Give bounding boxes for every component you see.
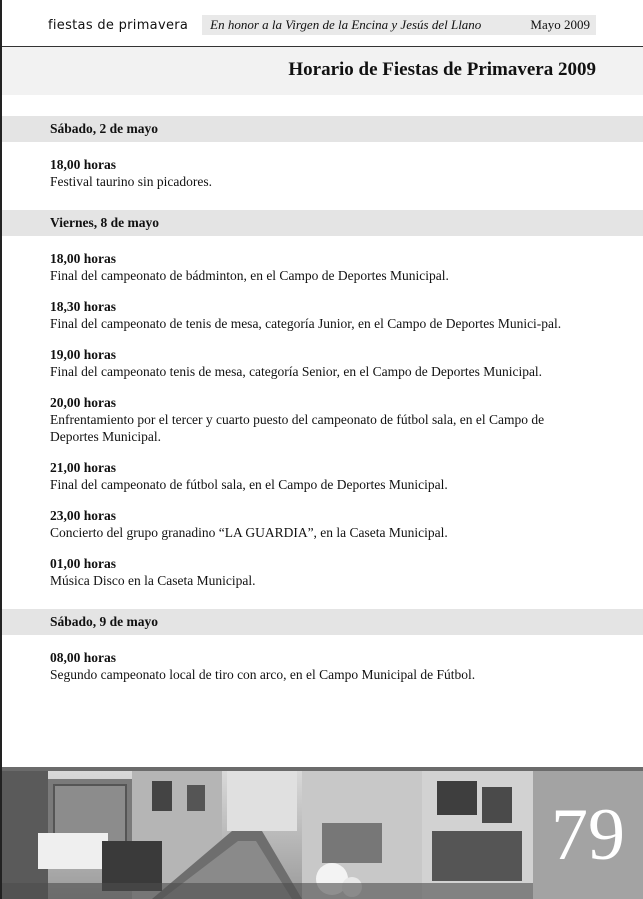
street-procession-photo xyxy=(2,771,533,899)
event-item xyxy=(50,649,596,683)
page-number: 79 xyxy=(551,794,625,876)
page-number-box xyxy=(533,771,643,899)
event-description: Concierto del grupo granadino “LA GUARDIA”, en la Caseta Municipal. xyxy=(50,525,448,540)
event-time: 23,00 horas xyxy=(50,508,117,523)
event-item xyxy=(50,555,596,589)
day-label: Viernes, 8 de mayo xyxy=(50,215,159,230)
day-section xyxy=(0,210,643,609)
event-description: Segundo campeonato local de tiro con arco, en el Campo Municipal de Fútbol. xyxy=(50,667,476,682)
event-time: 18,00 horas xyxy=(50,251,117,266)
day-header xyxy=(2,609,643,635)
day-events xyxy=(0,142,643,210)
header-date: Mayo 2009 xyxy=(518,15,596,35)
event-description: Final del campeonato tenis de mesa, categoría Senior, en el Campo de Deportes Municipal. xyxy=(50,364,543,379)
brand-logo: fiestas de primavera xyxy=(48,17,189,33)
event-item xyxy=(50,156,596,190)
event-description: Final del campeonato de fútbol sala, en el Campo de Deportes Municipal. xyxy=(50,477,448,492)
header-dedication: En honor a la Virgen de la Encina y Jesús del Llano xyxy=(202,15,518,35)
event-description: Enfrentamiento por el tercer y cuarto puesto del campeonato de fútbol sala, en el Campo de Deportes Municipal. xyxy=(50,412,545,444)
event-time: 18,00 horas xyxy=(50,157,117,172)
event-description: Final del campeonato de tenis de mesa, categoría Junior, en el Campo de Deportes Munici-pal. xyxy=(50,316,562,331)
day-header xyxy=(2,116,643,142)
event-description: Final del campeonato de bádminton, en el Campo de Deportes Municipal. xyxy=(50,268,449,283)
day-events xyxy=(0,236,643,609)
event-item xyxy=(50,346,596,380)
day-section xyxy=(0,116,643,210)
event-item xyxy=(50,459,596,493)
schedule xyxy=(0,116,643,703)
event-time: 19,00 horas xyxy=(50,347,117,362)
day-label: Sábado, 9 de mayo xyxy=(50,614,159,629)
page-title: Horario de Fiestas de Primavera 2009 xyxy=(288,59,596,80)
event-time: 01,00 horas xyxy=(50,556,117,571)
day-section xyxy=(0,609,643,703)
event-item xyxy=(50,394,596,445)
running-header xyxy=(48,14,596,36)
event-time: 21,00 horas xyxy=(50,460,117,475)
footer-band xyxy=(2,767,643,899)
title-band xyxy=(2,47,643,95)
event-description: Festival taurino sin picadores. xyxy=(50,174,212,189)
day-header xyxy=(2,210,643,236)
day-events xyxy=(0,635,643,703)
event-item xyxy=(50,250,596,284)
event-time: 08,00 horas xyxy=(50,650,117,665)
event-item xyxy=(50,298,596,332)
event-time: 18,30 horas xyxy=(50,299,117,314)
event-item xyxy=(50,507,596,541)
event-time: 20,00 horas xyxy=(50,395,117,410)
event-description: Música Disco en la Caseta Municipal. xyxy=(50,573,256,588)
day-label: Sábado, 2 de mayo xyxy=(50,121,159,136)
